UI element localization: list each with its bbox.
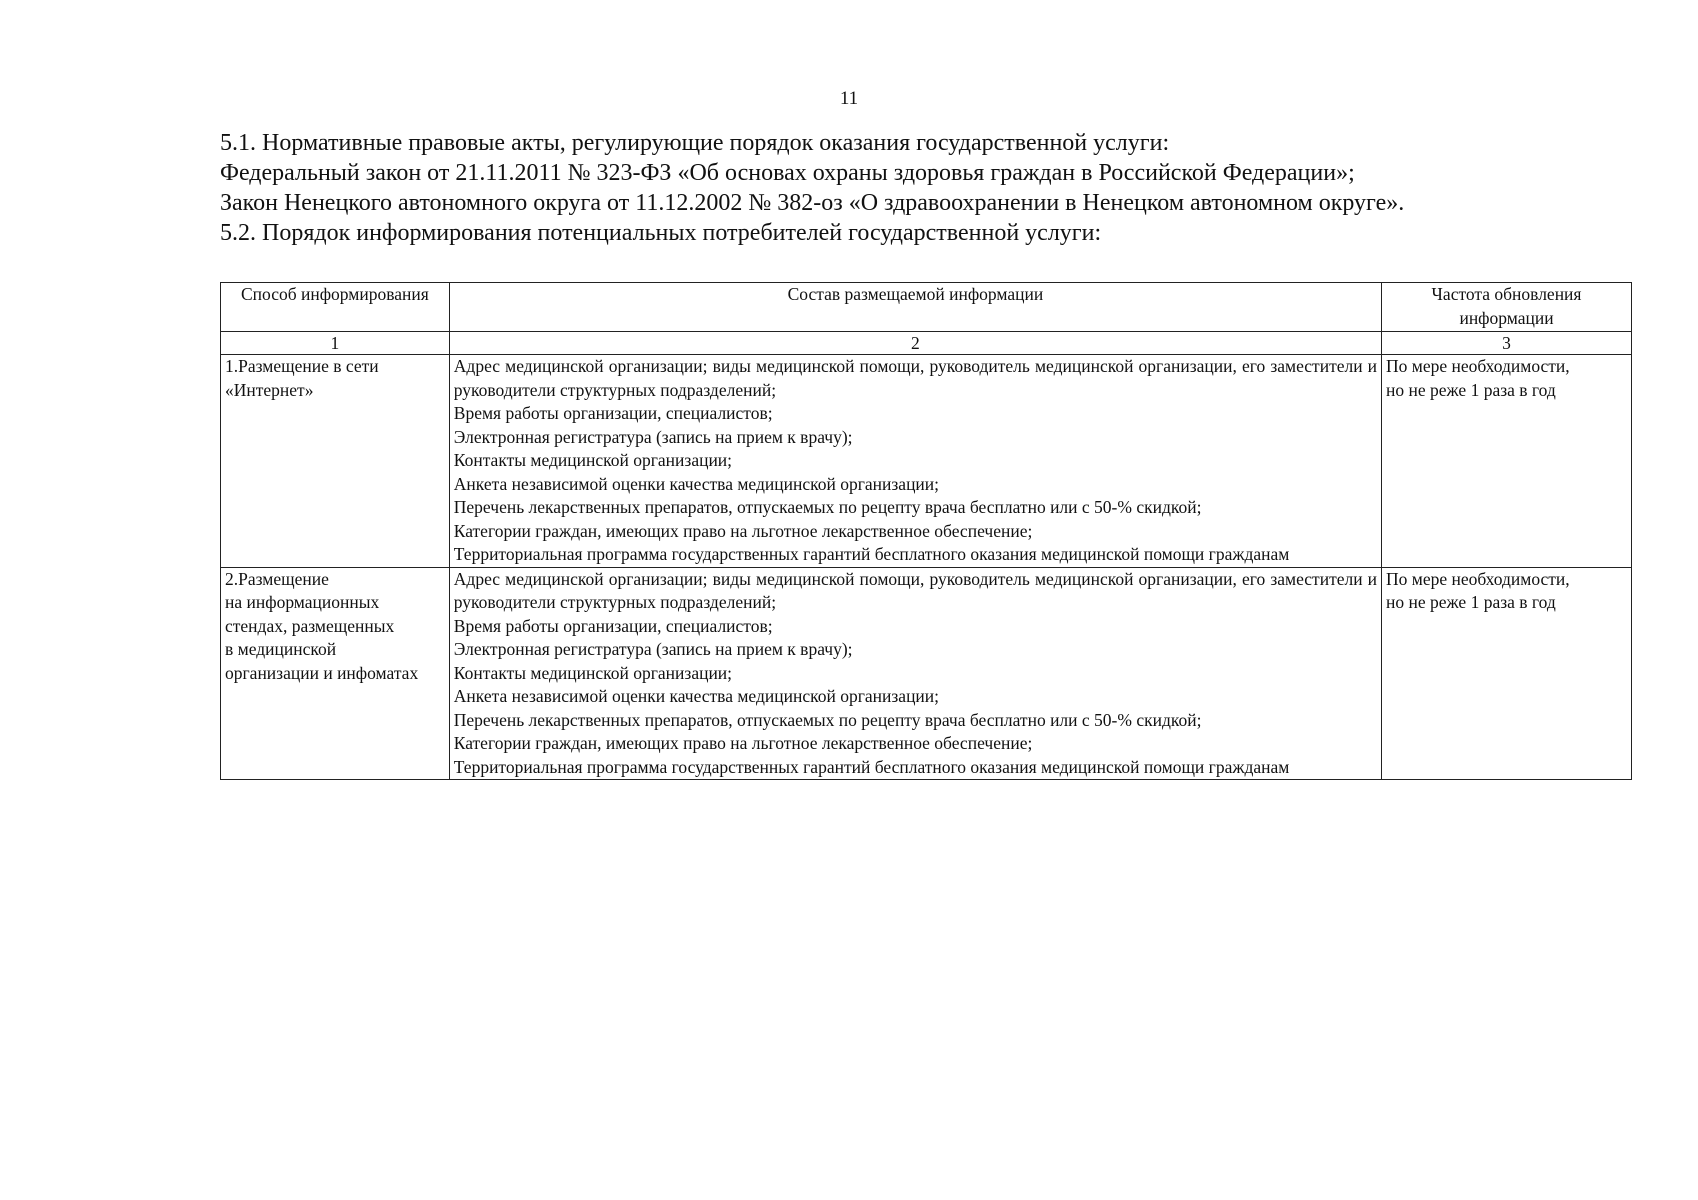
content-item: Перечень лекарственных препаратов, отпускаемых по рецепту врача бесплатно или с 50-% скидкой; [453,497,1202,517]
header-content: Состав размещаемой информации [449,283,1381,332]
frequency-text: По мере необходимости, но не реже 1 раза в год [1386,568,1570,612]
column-number-row [221,332,1632,355]
content-item: Категории граждан, имеющих право на льготное лекарственное обеспечение; [453,520,1033,541]
method-cell [221,355,450,568]
content-item: Электронная регистратура (запись на прием к врачу); [453,639,853,659]
header-frequency: Частота обновления информации [1382,283,1632,332]
content-cell [449,567,1381,780]
table-row [221,567,1632,780]
column-number-3: 3 [1382,332,1632,355]
content-item: Адрес медицинской организации; виды медицинской помощи, руководитель медицинской организации, его заместители и руководители структурных подразделений; [453,356,1378,400]
frequency-cell [1382,355,1632,568]
method-text: 1.Размещение в сети «Интернет» [225,356,379,400]
column-number-1: 1 [221,332,450,355]
content-item: Перечень лекарственных препаратов, отпускаемых по рецепту врача бесплатно или с 50-% скидкой; [453,709,1202,730]
content-item: Время работы организации, специалистов; [453,403,773,423]
regional-law-reference: Закон Ненецкого автономного округа от 11.12.2002 № 382-оз «О здравоохранении в Ненецком автономном округе». [220,190,1405,216]
page-number: 11 [839,88,859,109]
content-item: Адрес медицинской организации; виды медицинской помощи, руководитель медицинской организации, его заместители и руководители структурных подразделений; [453,568,1378,612]
content-item: Территориальная программа государственных гарантий бесплатного оказания медицинской помощи гражданам [453,756,1290,777]
content-item: Контакты медицинской организации; [453,450,733,470]
frequency-text: По мере необходимости, но не реже 1 раза в год [1386,356,1570,400]
content-item: Контакты медицинской организации; [453,662,733,683]
content-item: Электронная регистратура (запись на прием к врачу); [453,426,853,447]
table-header-row [221,283,1632,332]
section-heading-5-2: 5.2. Порядок информирования потенциальных потребителей государственной услуги: [220,220,1102,246]
content-item: Анкета независимой оценки качества медицинской организации; [453,473,940,494]
content-item: Анкета независимой оценки качества медицинской организации; [453,686,940,706]
frequency-cell [1382,567,1632,780]
method-cell [221,567,450,780]
section-heading-5-1: 5.1. Нормативные правовые акты, регулирующие порядок оказания государственной услуги: [220,130,1170,156]
content-item: Категории граждан, имеющих право на льготное лекарственное обеспечение; [453,733,1033,753]
header-method: Способ информирования [221,283,450,332]
information-table [220,282,1632,780]
column-number-2: 2 [449,332,1381,355]
content-cell [449,355,1381,568]
content-item: Время работы организации, специалистов; [453,615,773,636]
federal-law-reference: Федеральный закон от 21.11.2011 № 323-ФЗ «Об основах охраны здоровья граждан в Российской Федерации»; [220,160,1355,186]
method-text: 2.Размещение на информационных стендах, размещенных в медицинской организации и инфоматах [225,568,419,683]
table-row [221,355,1632,568]
content-item: Территориальная программа государственных гарантий бесплатного оказания медицинской помощи гражданам [453,544,1290,564]
intro-section [220,128,1640,248]
